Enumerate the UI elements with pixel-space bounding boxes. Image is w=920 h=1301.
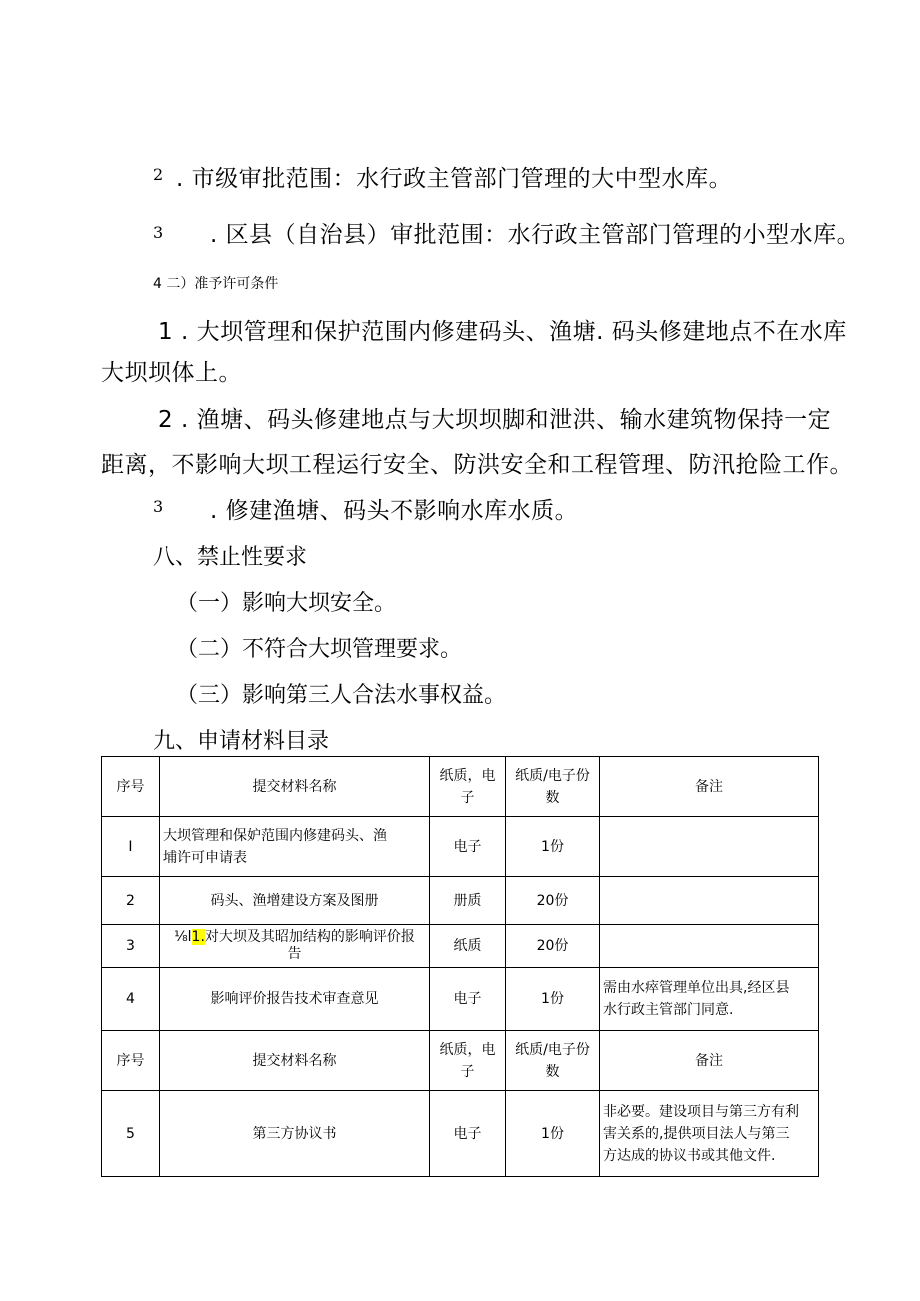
section-heading-materials: 九、申请材料目录: [153, 729, 330, 754]
table-header-row: [102, 1031, 819, 1091]
header-type: 纸质，电 子: [430, 1031, 506, 1091]
condition-3: . 修建渔塘、码头不影响水库水质。: [210, 498, 579, 524]
header-name: 提交材料名称: [160, 757, 430, 817]
item-number: 3: [153, 497, 164, 516]
section-heading-prohibitions: 八、禁止性要求: [153, 545, 308, 570]
header-note: 备注: [600, 757, 819, 817]
condition-2-line-2: 距离，不影响大坝工程运行安全、防洪安全和工程管理、防汛抢险工作。: [101, 452, 853, 478]
cell-note: [600, 877, 819, 925]
cell-no: 3: [102, 925, 160, 968]
table-row: [102, 1091, 819, 1177]
cell-note: 需由水瘁管理单位出具,经区县 水行政主管部门同意.: [600, 968, 819, 1031]
condition-2-line-1: 2 . 渔塘、码头修建地点与大坝坝脚和泄洪、输水建筑物保持一定: [158, 407, 832, 433]
table-row: [102, 968, 819, 1031]
condition-1-line-2: 大坝坝体上。: [101, 360, 242, 386]
cell-type: 电子: [430, 968, 506, 1031]
header-type: 纸质，电 子: [430, 757, 506, 817]
cell-type: 电子: [430, 817, 506, 877]
cell-name: ⅛l1.对大坝及其昭加结构的影响评价报 告: [160, 925, 430, 968]
cell-name: 影响评价报告技术审查意见: [160, 968, 430, 1031]
cell-name: 第三方协议书: [160, 1091, 430, 1177]
approval-scope-county: . 区县（自治县）审批范围：水行政主管部门管理的小型水库。: [210, 222, 861, 248]
item-number: 3: [153, 223, 164, 242]
cell-no: 2: [102, 877, 160, 925]
materials-table: [101, 756, 819, 1177]
header-count: 纸质/电子份 数: [506, 757, 600, 817]
cell-no: 4: [102, 968, 160, 1031]
header-no: 序号: [102, 757, 160, 817]
cell-note: [600, 925, 819, 968]
cell-count: 1份: [506, 968, 600, 1031]
table-row: [102, 925, 819, 968]
table-row: [102, 877, 819, 925]
header-name: 提交材料名称: [160, 1031, 430, 1091]
highlighted-text: 1.: [191, 929, 205, 945]
cell-note: 非必要。建设项目与第三方有利 害关系的,提供项目法人与第三 方达成的协议书或其他文件.: [600, 1091, 819, 1177]
cell-note: [600, 817, 819, 877]
cell-count: 1份: [506, 1091, 600, 1177]
cell-name: 大坝管理和保妒范围内修建码头、渔 埔许可申请表: [160, 817, 430, 877]
cell-type: 纸质: [430, 925, 506, 968]
header-note: 备注: [600, 1031, 819, 1091]
condition-1-line-1: 1 . 大坝管理和保护范围内修建码头、渔塘. 码头修建地点不在水库: [158, 319, 847, 345]
table-header-row: [102, 757, 819, 817]
prohibition-3: （三）影响第三人合法水事权益。: [176, 683, 507, 708]
cell-count: 1份: [506, 817, 600, 877]
header-count: 纸质/电子份 数: [506, 1031, 600, 1091]
approval-scope-city: . 市级审批范围：水行政主管部门管理的大中型水库。: [176, 166, 733, 192]
cell-count: 20份: [506, 925, 600, 968]
table-row: [102, 817, 819, 877]
cell-count: 20份: [506, 877, 600, 925]
cell-type: 电子: [430, 1091, 506, 1177]
prohibition-1: （一）影响大坝安全。: [176, 591, 397, 616]
item-number: 2: [153, 165, 164, 184]
cell-type: 册质: [430, 877, 506, 925]
section-heading-conditions: 4 二）准予许可条件: [153, 276, 279, 292]
prohibition-2: （二）不符合大坝管理要求。: [176, 637, 463, 662]
cell-name: 码头、渔增建设方案及图册: [160, 877, 430, 925]
cell-no: I: [102, 817, 160, 877]
cell-no: 5: [102, 1091, 160, 1177]
header-no: 序号: [102, 1031, 160, 1091]
